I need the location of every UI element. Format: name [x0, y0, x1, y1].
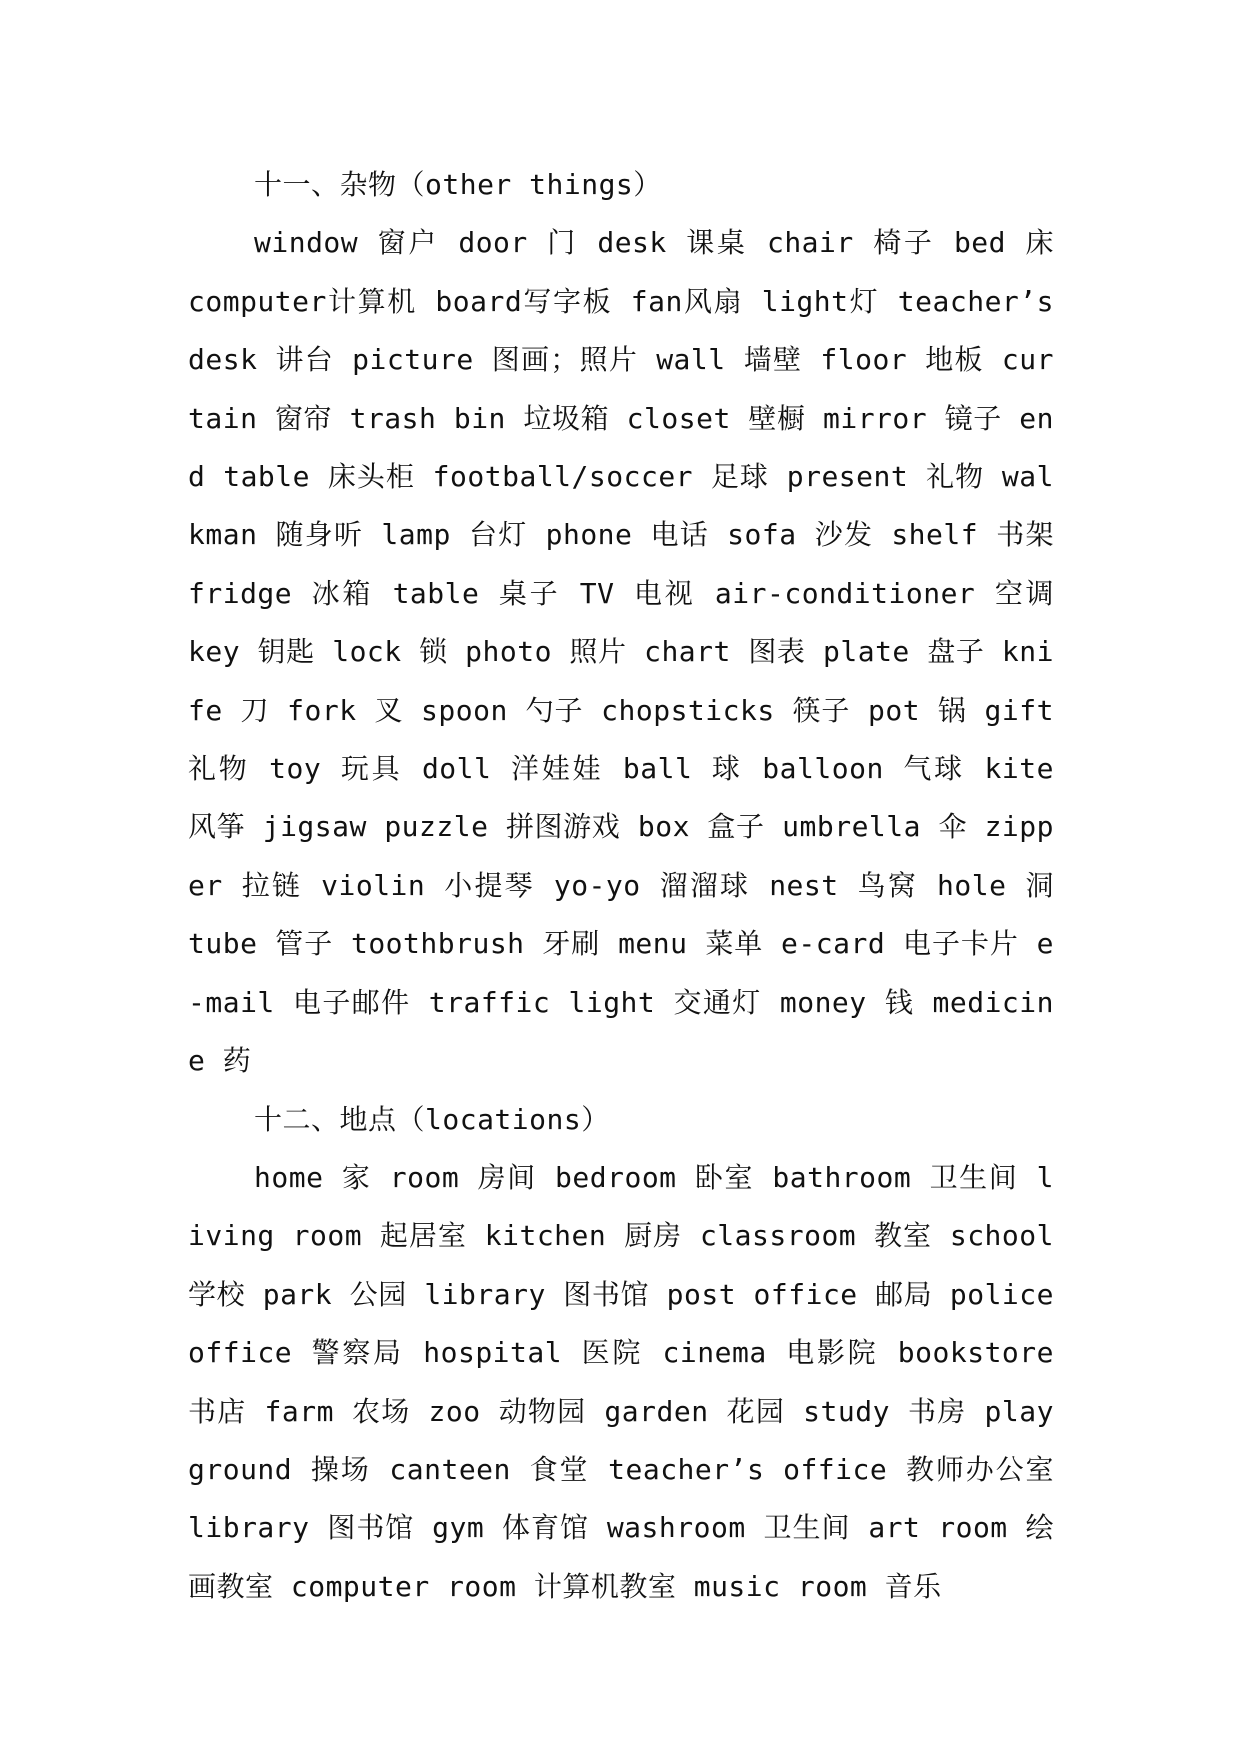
vocabulary-paragraph-other-things: window 窗户 door 门 desk 课桌 chair 椅子 bed 床 computer计算机 board写字板 fan风扇 light灯 teacher’s desk 讲台 picture 图画；照片 wall 墙壁 floor 地板 curtain 窗帘 trash bin 垃圾箱 closet 壁橱 mirror 镜子 end table 床头柜 football/soccer 足球 present 礼物 walkman 随身听 lamp 台灯 phone 电话 sofa 沙发 shelf 书架 fridge 冰箱 table 桌子 TV 电视 air-conditioner 空调 key 钥匙 lock 锁 photo 照片 chart 图表 plate 盘子 knife 刀 fork 叉 spoon 勺子 chopsticks 筷子 pot 锅 gift 礼物 toy 玩具 doll 洋娃娃 ball 球 balloon 气球 kite 风筝 jigsaw puzzle 拼图游戏 box 盒子 umbrella 伞 zipper 拉链 violin 小提琴 yo-yo 溜溜球 nest 鸟窝 hole 洞 tube 管子 toothbrush 牙刷 menu 菜单 e-card 电子卡片 e-mail 电子邮件 traffic light 交通灯 money 钱 medicine 药 [188, 226, 1054, 1078]
vocabulary-paragraph-locations: home 家 room 房间 bedroom 卧室 bathroom 卫生间 living room 起居室 kitchen 厨房 classroom 教室 school 学校 park 公园 library 图书馆 post office 邮局 police office 警察局 hospital 医院 cinema 电影院 bookstore 书店 farm 农场 zoo 动物园 garden 花园 study 书房 playground 操场 canteen 食堂 teacher’s office 教师办公室 library 图书馆 gym 体育馆 washroom 卫生间 art room 绘画教室 computer room 计算机教室 music room 音乐 [188, 1160, 1054, 1603]
section-heading-other-things: 十一、杂物（other things） [254, 168, 662, 201]
section-heading-locations: 十二、地点（locations） [254, 1102, 610, 1136]
document-page [188, 156, 1054, 1616]
